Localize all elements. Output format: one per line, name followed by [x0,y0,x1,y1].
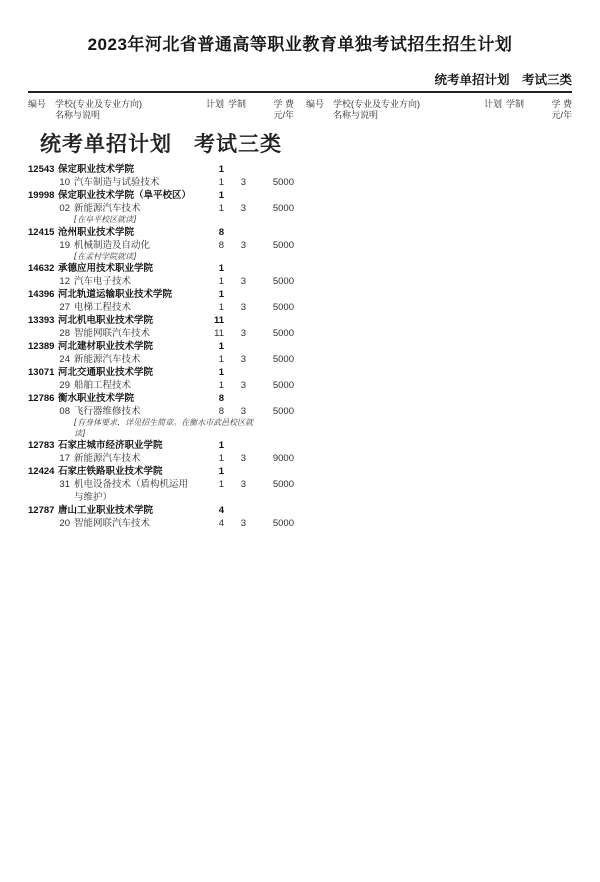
header-fee-line1: 学 费 [551,99,572,109]
header-school-line2: 名称与说明 [333,110,379,120]
school-name: 衡水职业技术学院 [58,393,135,404]
school-name: 河北建材职业技术学院 [58,341,154,352]
major-row [28,517,294,530]
major-plan: 1 [218,354,224,365]
major-name: 汽车电子技术 [74,276,132,287]
school-plan: 4 [218,505,224,516]
school-name: 石家庄城市经济职业学院 [58,440,163,451]
school-code: 12787 [28,505,55,516]
school-name: 保定职业技术学院 [58,164,135,175]
major-plan: 1 [218,380,224,391]
major-row [28,239,294,252]
header-code: 编号 [306,99,325,109]
major-name: 飞行器维修技术 [74,406,141,417]
major-code: 12 [59,276,70,287]
major-fee: 5000 [272,302,294,313]
major-code: 31 [59,479,70,490]
school-plan: 8 [218,226,224,238]
major-years: 3 [240,302,246,313]
major-code: 24 [59,354,70,365]
major-plan: 1 [218,203,224,214]
school-name: 河北轨道运输职业技术学院 [58,289,173,300]
school-name: 河北交通职业技术学院 [58,367,154,378]
school-plan: 1 [218,440,224,451]
school-name: 石家庄铁路职业技术学院 [58,466,163,477]
major-code: 20 [59,518,70,529]
section-heading: 统考单招计划 考试三类 [40,131,282,156]
major-plan: 1 [218,177,224,188]
major-code: 19 [59,239,70,251]
header-fee [524,99,572,121]
major-fee: 5000 [272,354,294,365]
major-name: 汽车制造与试验技术 [74,177,160,188]
school-code: 12783 [28,440,55,451]
major-row [28,405,294,418]
school-code: 13071 [28,367,55,378]
school-code: 19998 [28,190,55,201]
major-years: 3 [240,406,246,417]
major-name: 机械制造及自动化 [74,239,151,251]
school-plan: 1 [218,289,224,300]
major-years: 3 [240,177,246,188]
major-name: 智能网联汽车技术 [74,328,151,339]
major-years: 3 [240,203,246,214]
school-row [28,189,294,202]
major-plan: 1 [218,453,224,464]
major-plan: 11 [214,328,224,339]
major-row [28,452,294,465]
school-name: 唐山工业职业技术学院 [58,505,154,516]
header-years: 学制 [505,99,524,109]
major-note: [在孟村学院就读] [74,251,137,261]
school-row [28,392,294,405]
school-row [28,163,294,176]
major-code: 28 [59,328,70,339]
major-fee: 5000 [272,239,294,251]
major-note: [在阜平校区就读] [74,215,137,224]
major-plan: 1 [218,302,224,313]
major-code: 10 [59,177,70,188]
major-code: 08 [59,406,70,417]
major-plan: 1 [218,479,224,490]
major-row [28,327,294,340]
major-plan: 8 [218,239,224,251]
header-plan: 计划 [483,99,502,109]
header-code: 编号 [28,99,47,109]
major-fee: 5000 [272,177,294,188]
table-header-left [28,99,294,121]
major-row [28,379,294,392]
major-row [28,275,294,288]
major-note: [有身体要求，详见招生简章。在衡水市武邑校区就读] [74,418,254,438]
header-school-line1: 学校(专业及专业方向) [55,99,142,109]
school-row [28,226,294,239]
header-fee-line1: 学 费 [273,99,294,109]
school-code: 14396 [28,289,55,300]
major-name: 电梯工程技术 [74,302,132,313]
major-fee: 5000 [272,328,294,339]
major-plan: 8 [218,406,224,417]
plan-body [28,163,572,530]
school-code: 12543 [28,164,55,175]
header-years: 学制 [227,99,246,109]
header-school-line1: 学校(专业及专业方向) [333,99,420,109]
major-code: 29 [59,380,70,391]
school-plan: 1 [218,341,224,352]
major-name: 新能源汽车技术 [74,453,141,464]
school-row [28,504,294,517]
major-name: 智能网联汽车技术 [74,518,151,529]
school-plan: 1 [218,190,224,201]
school-plan: 1 [218,263,224,274]
school-code: 12424 [28,466,55,477]
major-fee: 5000 [272,518,294,529]
plan-column-right [306,163,572,530]
school-row [28,439,294,452]
school-row [28,314,294,327]
major-plan: 1 [218,276,224,287]
plan-column-left [28,163,294,530]
school-row [28,262,294,275]
major-row [28,202,294,215]
major-fee: 5000 [272,203,294,214]
school-code: 12786 [28,393,55,404]
major-code: 02 [59,203,70,214]
school-code: 14632 [28,263,55,274]
school-code: 12389 [28,341,55,352]
school-row [28,366,294,379]
major-years: 3 [240,453,246,464]
school-name: 承德应用技术职业学院 [58,263,154,274]
header-fee [246,99,294,121]
school-plan: 1 [218,466,224,477]
school-row [28,340,294,353]
document-page [0,34,600,530]
school-plan: 1 [218,164,224,175]
page-title: 2023年河北省普通高等职业教育单独考试招生招生计划 [87,35,513,54]
header-plan: 计划 [205,99,224,109]
major-name: 机电设备技术（盾构机运用与维护） [74,479,189,503]
major-code: 17 [59,453,70,464]
major-name: 新能源汽车技术 [74,354,141,365]
table-header [28,93,572,121]
header-fee-line2: 元/年 [551,110,572,120]
major-years: 3 [240,276,246,287]
major-years: 3 [240,380,246,391]
header-school [333,99,476,121]
major-code: 27 [59,302,70,313]
school-plan: 11 [213,315,224,326]
school-row [28,465,294,478]
school-name: 沧州职业技术学院 [58,226,135,238]
header-school-line2: 名称与说明 [55,110,101,120]
school-name: 河北机电职业技术学院 [58,315,154,326]
major-fee: 5000 [272,406,294,417]
major-fee: 9000 [272,453,294,464]
major-name: 船舶工程技术 [74,380,132,391]
school-row [28,288,294,301]
major-fee: 5000 [272,276,294,287]
major-row [28,301,294,314]
school-plan: 1 [218,367,224,378]
major-years: 3 [240,479,246,490]
plan-type-subtitle: 统考单招计划 考试三类 [434,73,572,87]
school-code: 12415 [28,226,55,238]
major-years: 3 [240,518,246,529]
major-plan: 4 [218,518,224,529]
header-fee-line2: 元/年 [273,110,294,120]
header-school [55,99,198,121]
table-header-right [306,99,572,121]
major-name: 新能源汽车技术 [74,203,141,214]
major-row [28,176,294,189]
school-plan: 8 [218,393,224,404]
major-fee: 5000 [272,380,294,391]
major-years: 3 [240,354,246,365]
major-fee: 5000 [272,479,294,490]
major-years: 3 [240,328,246,339]
major-row [28,478,294,504]
major-row [28,353,294,366]
school-name: 保定职业技术学院（阜平校区） [58,190,192,201]
major-years: 3 [240,239,246,251]
school-code: 13393 [28,315,55,326]
